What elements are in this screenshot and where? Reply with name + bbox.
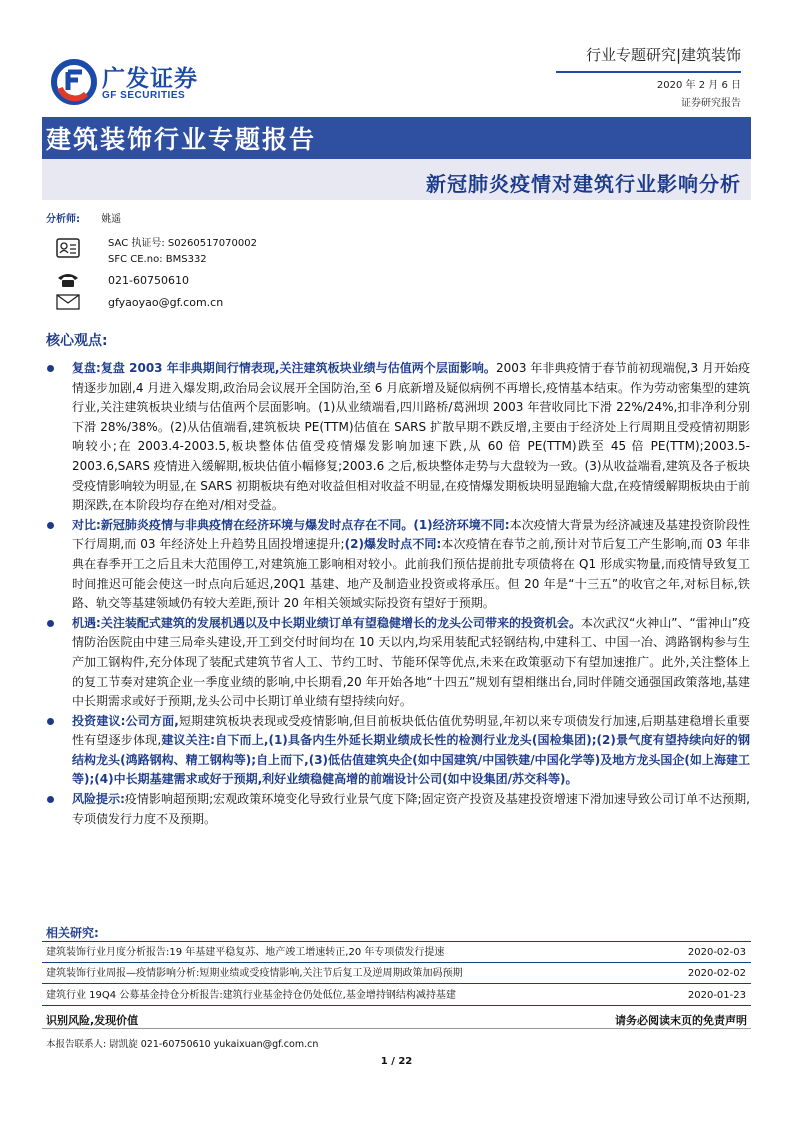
related-research-title: 相关研究: xyxy=(46,926,99,940)
analyst-sfc: SFC CE.no: BMS332 xyxy=(108,254,207,265)
id-card-icon xyxy=(56,238,80,260)
gf-logo xyxy=(50,58,220,108)
analyst-label: 分析师: xyxy=(46,214,80,225)
footer-divider xyxy=(42,1028,751,1029)
related-item[interactable]: 建筑装饰行业月度分析报告:19 年基建平稳复苏、地产竣工增速转正,20 年专项债发行提速 2020-02-03 xyxy=(46,947,746,958)
related-divider xyxy=(42,962,751,963)
related-item[interactable]: 建筑行业 19Q4 公募基金持仓分析报告:建筑行业基金持仓仍处低位,基金增持钢结构减持基建 2020-01-23 xyxy=(46,990,746,1001)
list-item: 投资建议:公司方面,短期建筑板块表现或受疫情影响,但目前板块低估值优势明显,年初以来专项债发行加速,后期基建稳增长重要性有望逐步体现,建议关注:自下而上,(1)具备内生外延长期业绩成长性的检测行业龙头(国检集团);(2)景气度有望持续向好的钢结构龙头(鸿路钢构、精工钢构等);自上而下,(3)低估值建筑央企(如中国建筑/中国铁建/中国化学等)及地方龙头国企(如上海建工等);(4)中长期基建需求或好于预期,利好业绩稳健高增的前端设计公司(如中设集团/苏交科等)。 xyxy=(44,712,750,790)
title-banner-bar xyxy=(42,117,751,159)
report-header-info xyxy=(556,44,741,113)
related-divider xyxy=(42,941,751,942)
report-type: 证券研究报告 xyxy=(681,98,741,109)
list-item: 风险提示:疫情影响超预期;宏观政策环境变化导致行业景气度下降;固定资产投资及基建投资增速下滑加速导致公司订单不达预期,专项债发行力度不及预期。 xyxy=(44,790,750,829)
gf-logo-icon xyxy=(50,58,98,106)
footer-slogan: 识别风险,发现价值 xyxy=(46,1014,139,1027)
related-divider xyxy=(42,983,751,984)
header-divider xyxy=(556,71,741,73)
related-item[interactable]: 建筑装饰行业周报—疫情影响分析:短期业绩或受疫情影响,关注节后复工及逆周期政策加码预期 2020-02-02 xyxy=(46,968,746,979)
list-item: 复盘:复盘 2003 年非典期间行情表现,关注建筑板块业绩与估值两个层面影响。2003 年非典疫情于春节前初现端倪,3 月开始疫情逐步加剧,4 月进入爆发期,政治局会议展开全国防治,至 6 月底新增及疑似病例不再增长,疫情基本结束。作为劳动密集型的建筑行业,关注建筑板块业绩与估值两个层面影响。(1)从业绩端看,四川路桥/葛洲坝 2003 年营收同比下滑 22%/24%,扣非净利分别下滑 28%/38%。(2)从估值端看,建筑板块 PE(TTM)估值在 SARS 扩散早期不跌反增,主要由于经济处上行周期且受疫情初期影响较小;在 2003.4-2003.5,板块整体估值受疫情爆发影响加速下跌,从 60 倍 PE(TTM)跌至 45 倍 PE(TTM);2003.5-2003.6,SARS 疫情进入缓解期,板块估值小幅修复;2003.6 之后,板块整体走势与大盘较为一致。(3)从收益端看,建筑及各子板块受疫情影响较为明显,在 SARS 初期板块有绝对收益但相对收益不明显,在疫情爆发期板块明显跑输大盘,在疫情缓解期板块由于前期深跌,在本阶段均存在绝对/相对受益。 xyxy=(44,359,750,516)
report-subtitle: 新冠肺炎疫情对建筑行业影响分析 xyxy=(426,172,741,196)
footer-disclaimer: 请务必阅读末页的免责声明 xyxy=(615,1014,747,1027)
title-banner xyxy=(42,117,751,200)
footer-contact: 本报告联系人: 尉凯旋 021-60750610 yukaixuan@gf.com.cn xyxy=(46,1039,319,1050)
brand-name-cn: 广发证券 xyxy=(102,66,198,92)
core-points-list xyxy=(44,359,750,829)
core-points-title: 核心观点: xyxy=(46,333,108,349)
related-divider xyxy=(42,1005,751,1006)
report-title: 建筑装饰行业专题报告 xyxy=(46,125,317,154)
report-category: 行业专题研究|建筑装饰 xyxy=(585,46,741,64)
phone-icon xyxy=(56,272,80,288)
analyst-phone: 021-60750610 xyxy=(108,274,189,287)
report-date: 2020 年 2 月 6 日 xyxy=(656,80,741,91)
analyst-email[interactable]: gfyaoyao@gf.com.cn xyxy=(108,296,224,309)
list-item: 机遇:关注装配式建筑的发展机遇以及中长期业绩订单有望稳健增长的龙头公司带来的投资机会。本次武汉“火神山”、“雷神山”疫情防治医院由中建三局牵头建设,开工到交付时间均在 10 天以内,均采用装配式轻钢结构,中建科工、中国一冶、鸿路钢构参与生产加工钢构件,充分体现了装配式建筑节省人工、节约工时、节能环保等优点,未来在政策驱动下有望加速推广。此外,关注整体上的复工节奏对建筑企业一季度业绩的影响,中长期看,20 年开始各地“十四五”规划有望相继出台,同时伴随交通强国政策落地,基建中长期需求或好于预期,龙头公司中长期订单业绩有望持续向好。 xyxy=(44,614,750,712)
list-item: 对比:新冠肺炎疫情与非典疫情在经济环境与爆发时点存在不同。(1)经济环境不同:本次疫情大背景为经济减速及基建投资阶段性下行周期,而 03 年经济处上升趋势且固投增速提升;(2)爆发时点不同:本次疫情在春节之前,预计对节后复工产生影响,而 03 年非典在春季开工之后且未大范围停工,对建筑施工影响相对较小。此前我们预估提前批专项债将在 Q1 形成实物量,而疫情导致复工时间推迟可能会使这一时点向后延迟,20Q1 基建、地产及制造业投资或将承压。但 20 年是“十三五”的收官之年,对标目标,铁路、轨交等基建领域仍有较大差距,预计 20 年相关领域实际投资有望好于预期。 xyxy=(44,516,750,614)
analyst-name: 姚遥 xyxy=(101,214,122,225)
mail-icon xyxy=(56,294,80,310)
page-number: 1 / 22 xyxy=(380,1056,413,1067)
analyst-sac: SAC 执证号: S0260517070002 xyxy=(108,238,257,249)
brand-name-en: GF SECURITIES xyxy=(102,90,186,101)
